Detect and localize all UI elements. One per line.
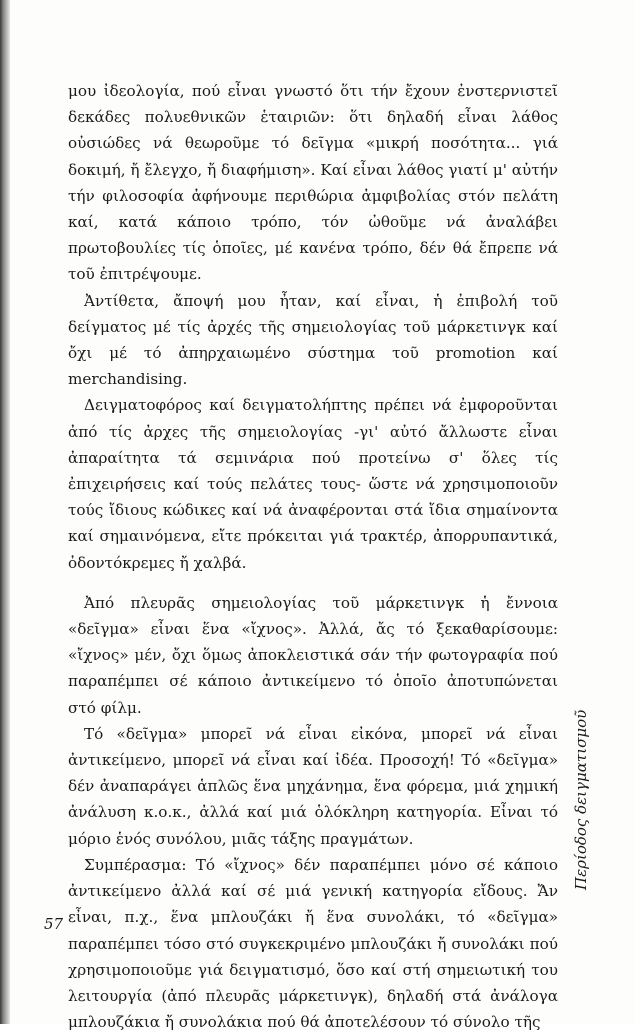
paragraph: Τό «δεῖγμα» μπορεῖ νά εἶναι εἰκόνα, μπορεῖ νά εἶναι ἀντικείμενο, μπορεῖ νά εἶναι καί ἰδέα. Προσοχή! Τό «δεῖγμα» δέν ἀναπαράγει ἁπλῶς ἕνα μηχάνημα, ἕνα φόρεμα, μιά χημική ἀνάλυση κ.ο.κ., ἀλλά καί μιά ὁλόκληρη κατηγορία. Εἶναι τό μόριο ἑνός συνόλου, μιᾶς τάξης πραγμάτων. [68, 724, 558, 848]
paragraph-section-start: Ἀπό πλευρᾶς σημειολογίας τοῦ μάρκετινγκ ἡ ἔννοια «δεῖγμα» εἶναι ἕνα «ἴχνος». Ἀλλά, ἄς τό ξεκαθαρίσουμε: «ἴχνος» μέν, ὄχι ὅμως ἀποκλειστικά σάν τήν φωτογραφία πού παραπέμπει σέ κάποιο ἀντικείμενο τό ὁποῖο ἀποτυπώνεται στό φίλμ. [68, 593, 558, 717]
paragraph: Δειγματοφόρος καί δειγματολήπτης πρέπει νά ἐμφοροῦνται ἀπό τίς ἀρχες τῆς σημειολογίας -γι' αὐτό ἄλλωστε εἶναι ἀπαραίτητα τά σεμινάρια πού προτείνω σ' ὅλες τίς ἐπιχειρήσεις καί τούς πελάτες τους- ὥστε νά χρησιμοποιοῦν τούς ἴδιους κώδικες καί νά ἀναφέρονται στά ἴδια σημαίνοντα καί σημαινόμενα, εἴτε πρόκειται γιά τρακτέρ, ἀπορρυπαντικά, ὀδοντόκρεμες ἤ χαλβά. [68, 396, 558, 572]
paragraph: Ἀντίθετα, ἄποψή μου ἦταν, καί εἶναι, ἡ ἐπιβολή τοῦ δείγματος μέ τίς ἀρχές τῆς σημειολογίας τοῦ μάρκετινγκ καί ὄχι μέ τό ἀπηρχαιωμένο σύστημα τοῦ promotion καί merchandising. [68, 291, 558, 389]
paragraph: Συμπέρασμα: Τό «ἴχνος» δέν παραπέμπει μόνο σέ κάποιο ἀντικείμενο ἀλλά καί σέ μιά γενική κατηγορία εἴδους. Ἄν εἶναι, π.χ., ἕνα μπλουζάκι ἤ ἕνα συνολάκι, τό «δεῖγμα» παραπέμπει τόσο στό συγκεκριμένο μπλουζάκι ἤ συνολάκι πού χρησιμοποιοῦμε γιά δειγματισμό, ὅσο καί στή σημειωτική του λειτουργία (ἀπό πλευρᾶς μάρκετινγκ), δηλαδή στά ἀνάλογα μπλουζάκια ἤ συνολάκια πού θά ἀποτελέσουν τό σύνολο τῆς [68, 855, 558, 1032]
running-head-vertical: Περίοδος δειγματισμοῦ [572, 709, 590, 890]
body-text [68, 78, 558, 1035]
spine-shadow [0, 0, 10, 1024]
paragraph-continuation: μου ἰδεολογία, πού εἶναι γνωστό ὅτι τήν ἔχουν ἐνστερνιστεῖ δεκάδες πολυεθνικῶν ἑταιριῶν: ὅτι δηλαδή εἶναι λάθος οὐσιώδες νά θεωροῦμε τό δεῖγμα «μικρή ποσότητα... γιά δοκιμή, ἤ ἔλεγχο, ἤ διαφήμιση». Καί εἶναι λάθος γιατί μ' αὐτήν τήν φιλοσοφία ἀφήνουμε περιθώρια ἀμφιβολίας στόν πελάτη καί, κατά κάποιο τρόπο, τόν ὠθοῦμε νά ἀναλάβει πρωτοβουλίες τίς ὁποῖες, μέ κανένα τρόπο, δέν θά ἔπρεπε νά τοῦ ἐπιτρέψουμε. [68, 82, 558, 284]
page-number: 57 [44, 915, 64, 933]
